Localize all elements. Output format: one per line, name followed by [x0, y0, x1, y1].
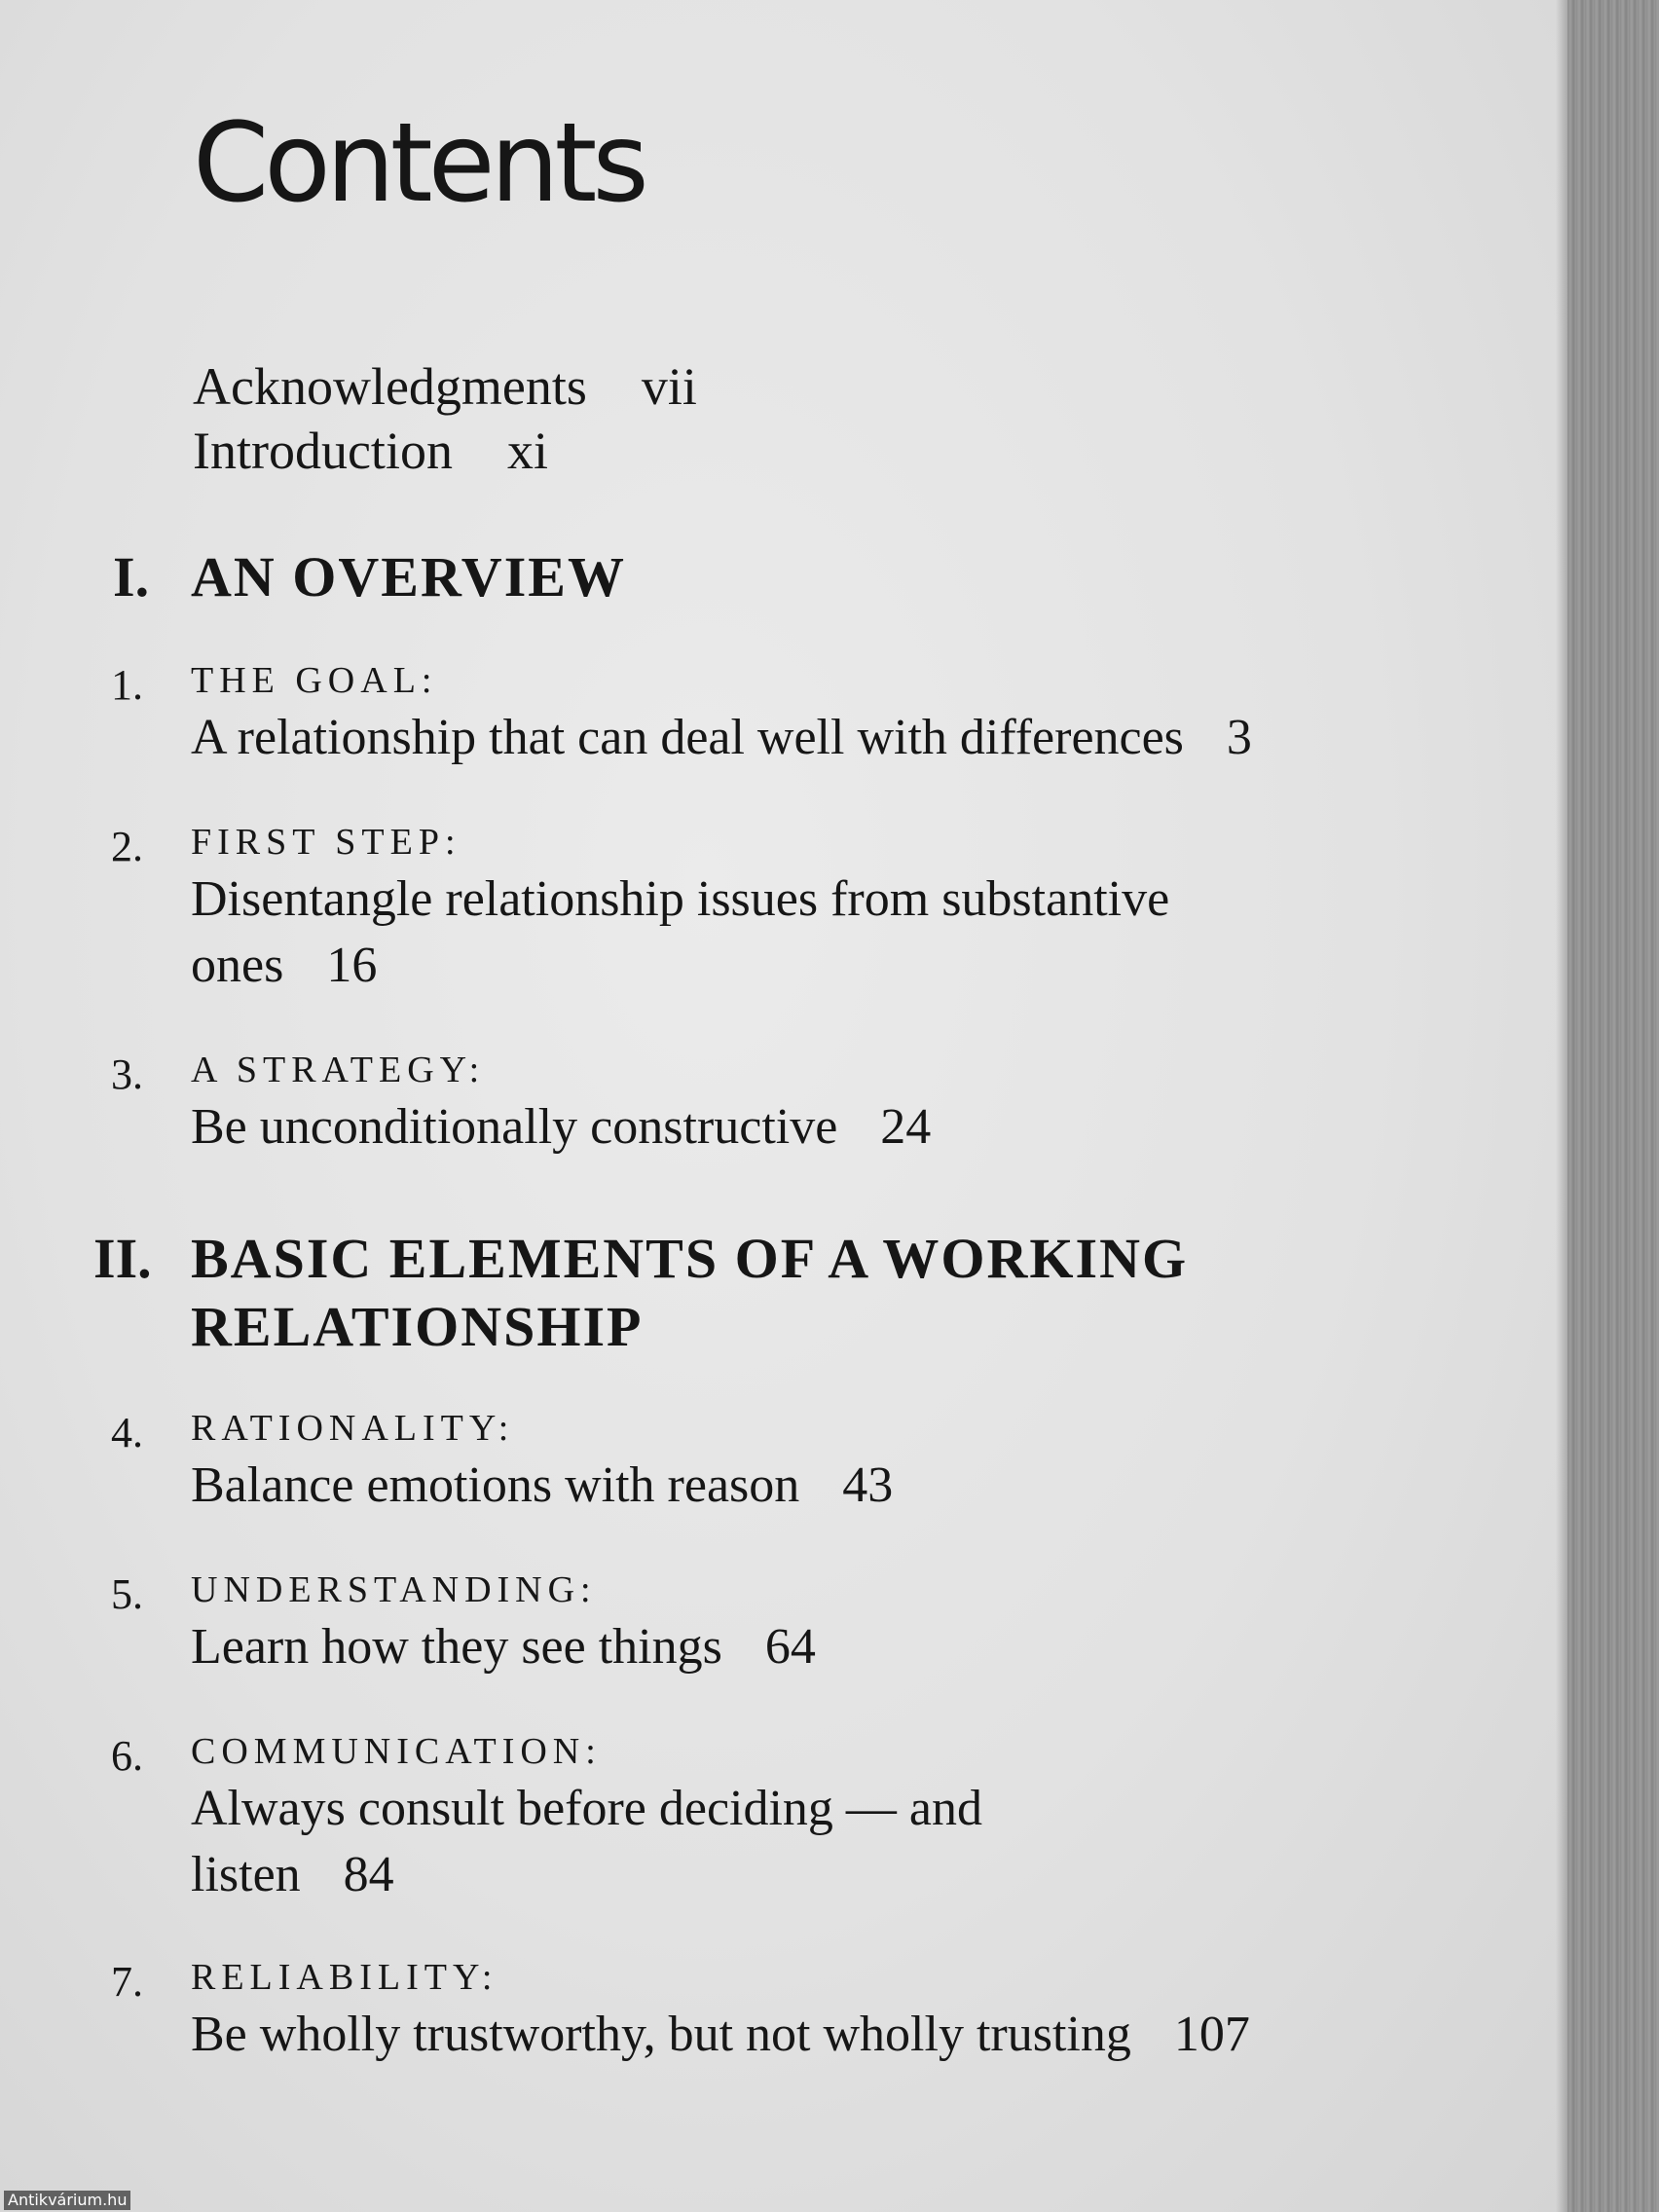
chapter-number: 6. [111, 1732, 143, 1780]
page-number: xi [506, 422, 548, 480]
front-matter-entry [193, 422, 548, 480]
chapter-label: UNDERSTANDING: [191, 1569, 597, 1610]
page-number: vii [641, 357, 697, 416]
chapter-title-entry [191, 2002, 1398, 2068]
page-number: 64 [764, 1619, 816, 1675]
chapter-number: 7. [111, 1958, 143, 2006]
chapter-number: 4. [111, 1409, 143, 1456]
chapter-title: Be wholly trustworthy, but not wholly trusting [191, 2007, 1131, 2062]
page-number: 24 [880, 1099, 932, 1155]
chapter-title: Always consult before deciding — and listen [191, 1781, 983, 1902]
chapter-title-entry [191, 1614, 1398, 1680]
page-title: Contents [193, 100, 645, 227]
chapter-title-entry [191, 866, 1320, 999]
watermark: Antikvárium.hu [4, 2191, 130, 2210]
front-matter-label: Acknowledgments [193, 357, 587, 416]
chapter-label: RELIABILITY: [191, 1957, 498, 1998]
chapter-number: 3. [111, 1051, 143, 1098]
part-number: II. [93, 1227, 152, 1290]
chapter-title: Be unconditionally constructive [191, 1099, 838, 1155]
page-number: 3 [1226, 710, 1252, 765]
chapter-title-entry [191, 1776, 1009, 1908]
page-number: 107 [1173, 2007, 1250, 2062]
front-matter-label: Introduction [193, 422, 453, 480]
chapter-number: 1. [111, 661, 143, 709]
chapter-title: Balance emotions with reason [191, 1457, 800, 1513]
chapter-title-entry [191, 705, 1398, 771]
chapter-title-entry [191, 1094, 1398, 1161]
chapter-number: 2. [111, 823, 143, 870]
chapter-number: 5. [111, 1570, 143, 1618]
chapter-label: FIRST STEP: [191, 822, 461, 863]
chapter-title: A relationship that can deal well with differences [191, 710, 1184, 765]
part-title: BASIC ELEMENTS OF A WORKING RELATIONSHIP [191, 1227, 1189, 1358]
chapter-title-entry [191, 1453, 1398, 1519]
part-title: AN OVERVIEW [191, 545, 626, 608]
front-matter-entry [193, 357, 697, 416]
page-number: 16 [326, 938, 378, 993]
page-number: 43 [842, 1457, 894, 1513]
chapter-title: Learn how they see things [191, 1619, 722, 1675]
part-number: I. [113, 545, 150, 608]
chapter-label: THE GOAL: [191, 660, 438, 701]
chapter-title: Disentangle relationship issues from substantive ones [191, 871, 1170, 993]
chapter-label: A STRATEGY: [191, 1050, 486, 1090]
chapter-label: RATIONALITY: [191, 1408, 515, 1449]
book-spine [1567, 0, 1659, 2212]
page-number: 84 [343, 1847, 394, 1902]
chapter-label: COMMUNICATION: [191, 1731, 602, 1772]
